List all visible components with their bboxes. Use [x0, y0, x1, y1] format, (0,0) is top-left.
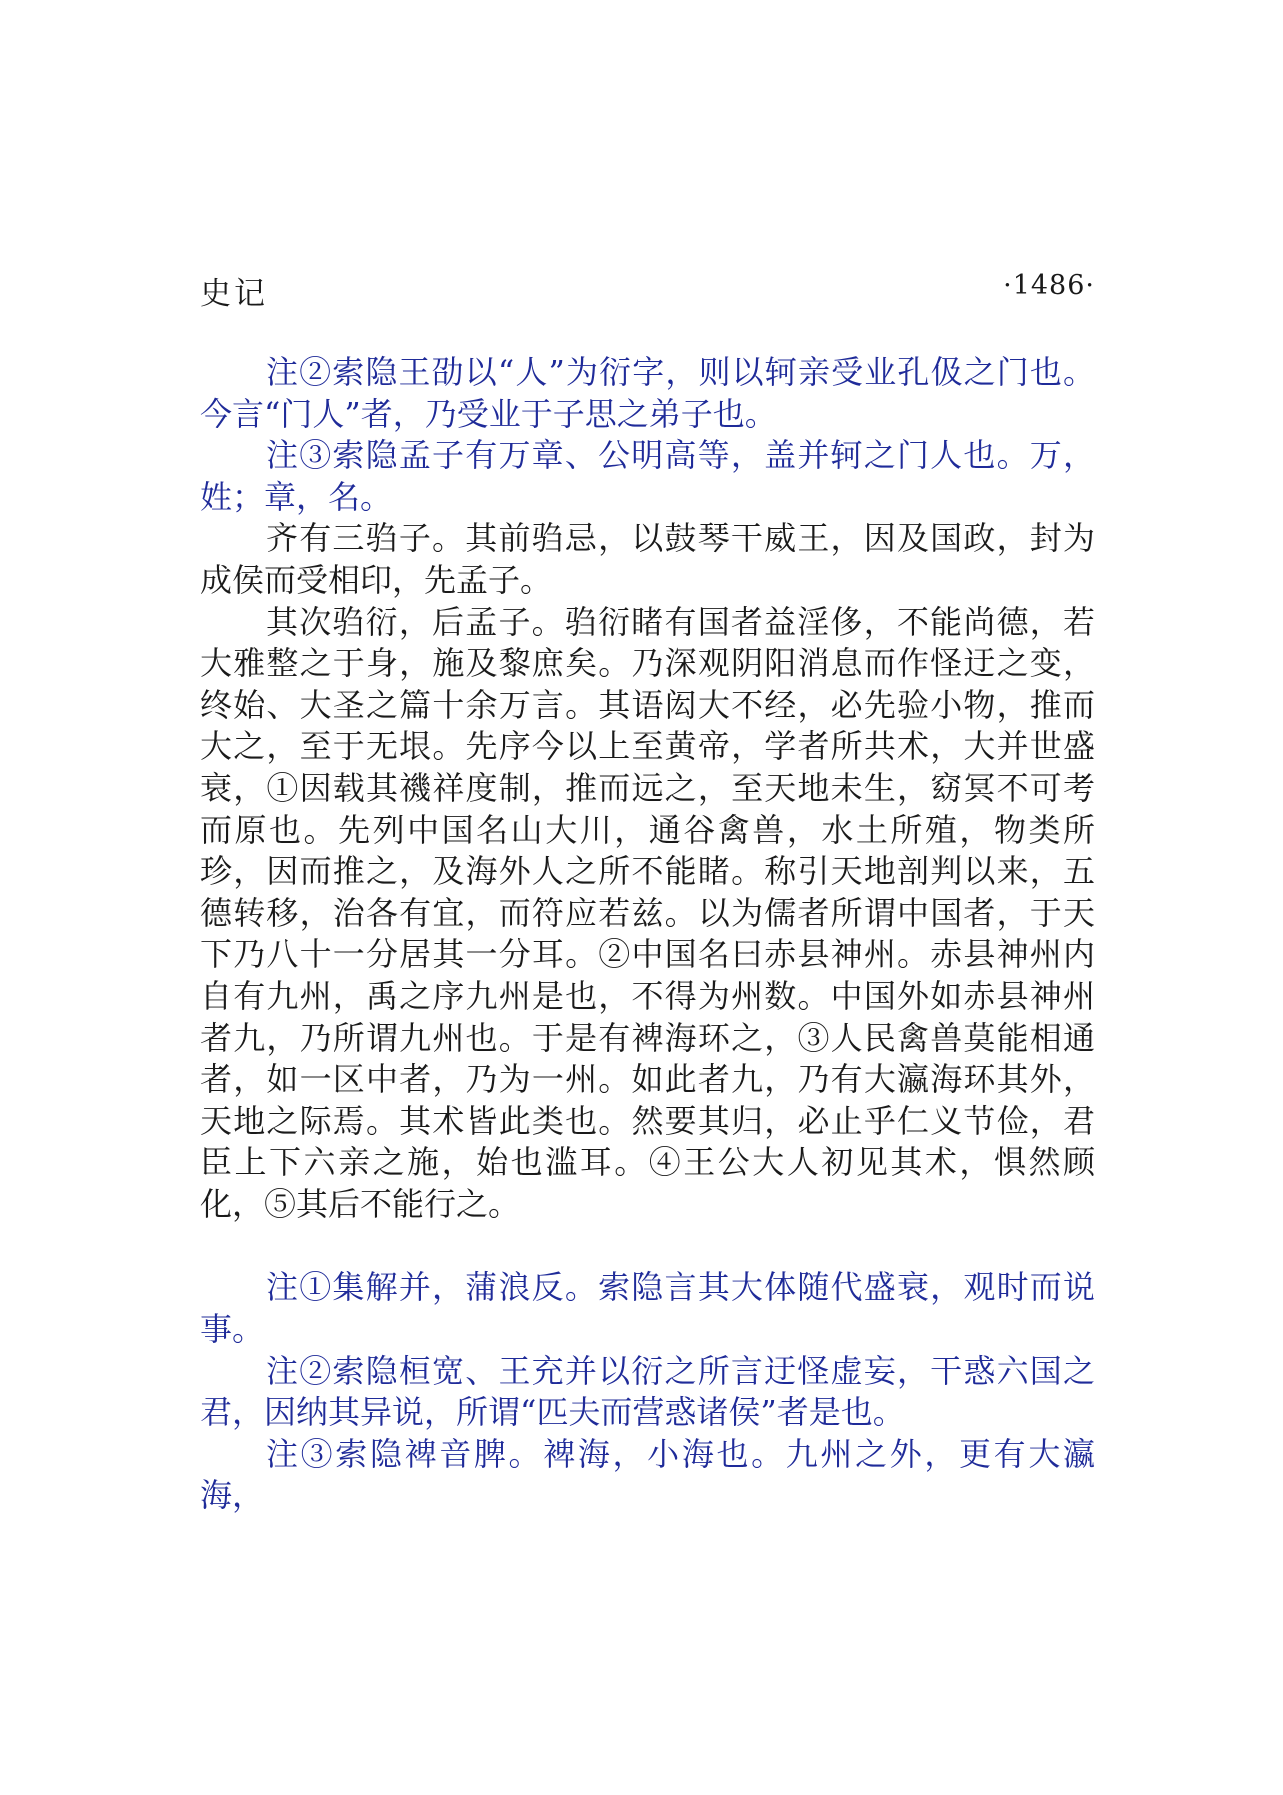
annotation-note: 注①集解并，蒲浪反。索隐言其大体随代盛衰，观时而说事。: [200, 1268, 1095, 1349]
annotation-note: 注②索隐桓宽、王充并以衍之所言迂怪虚妄，干惑六国之君，因纳其异说，所谓“匹夫而营惑诸侯”者是也。: [200, 1351, 1095, 1432]
section-gap: [200, 1225, 1095, 1267]
annotation-note: 注②索隐王劭以“人”为衍字，则以轲亲受业孔伋之门也。今言“门人”者，乃受业于子思之弟子也。: [200, 353, 1095, 433]
body-paragraph: 齐有三驺子。其前驺忌，以鼓琴干威王，因及国政，封为成侯而受相印，先孟子。: [200, 519, 1095, 599]
book-title: 史记: [200, 276, 268, 312]
annotation-note: 注③索隐孟子有万章、公明高等，盖并轲之门人也。万，姓；章，名。: [200, 436, 1095, 516]
page-header: [200, 268, 1095, 312]
page-number: ·1486·: [1003, 270, 1095, 301]
page-content: [200, 352, 1095, 1517]
body-paragraph: 其次驺衍，后孟子。驺衍睹有国者益淫侈，不能尚德，若大雅整之于身，施及黎庶矣。乃深观阴阳消息而作怪迂之变，终始、大圣之篇十余万言。其语闳大不经，必先验小物，推而大之，至于无垠。先序今以上至黄帝，学者所共术，大并世盛衰，①因载其禨祥度制，推而远之，至天地未生，窈冥不可考而原也。先列中国名山大川，通谷禽兽，水土所殖，物类所珍，因而推之，及海外人之所不能睹。称引天地剖判以来，五德转移，治各有宜，而符应若兹。以为儒者所谓中国者，于天下乃八十一分居其一分耳。②中国名曰赤县神州。赤县神州内自有九州，禹之序九州是也，不得为州数。中国外如赤县神州者九，乃所谓九州也。于是有裨海环之，③人民禽兽莫能相通者，如一区中者，乃为一州。如此者九，乃有大瀛海环其外，天地之际焉。其术皆此类也。然要其归，必止乎仁义节俭，君臣上下六亲之施，始也滥耳。④王公大人初见其术，惧然顾化，⑤其后不能行之。: [200, 602, 1095, 1223]
annotation-note: 注③索隐裨音脾。裨海，小海也。九州之外，更有大瀛海，: [200, 1434, 1095, 1515]
